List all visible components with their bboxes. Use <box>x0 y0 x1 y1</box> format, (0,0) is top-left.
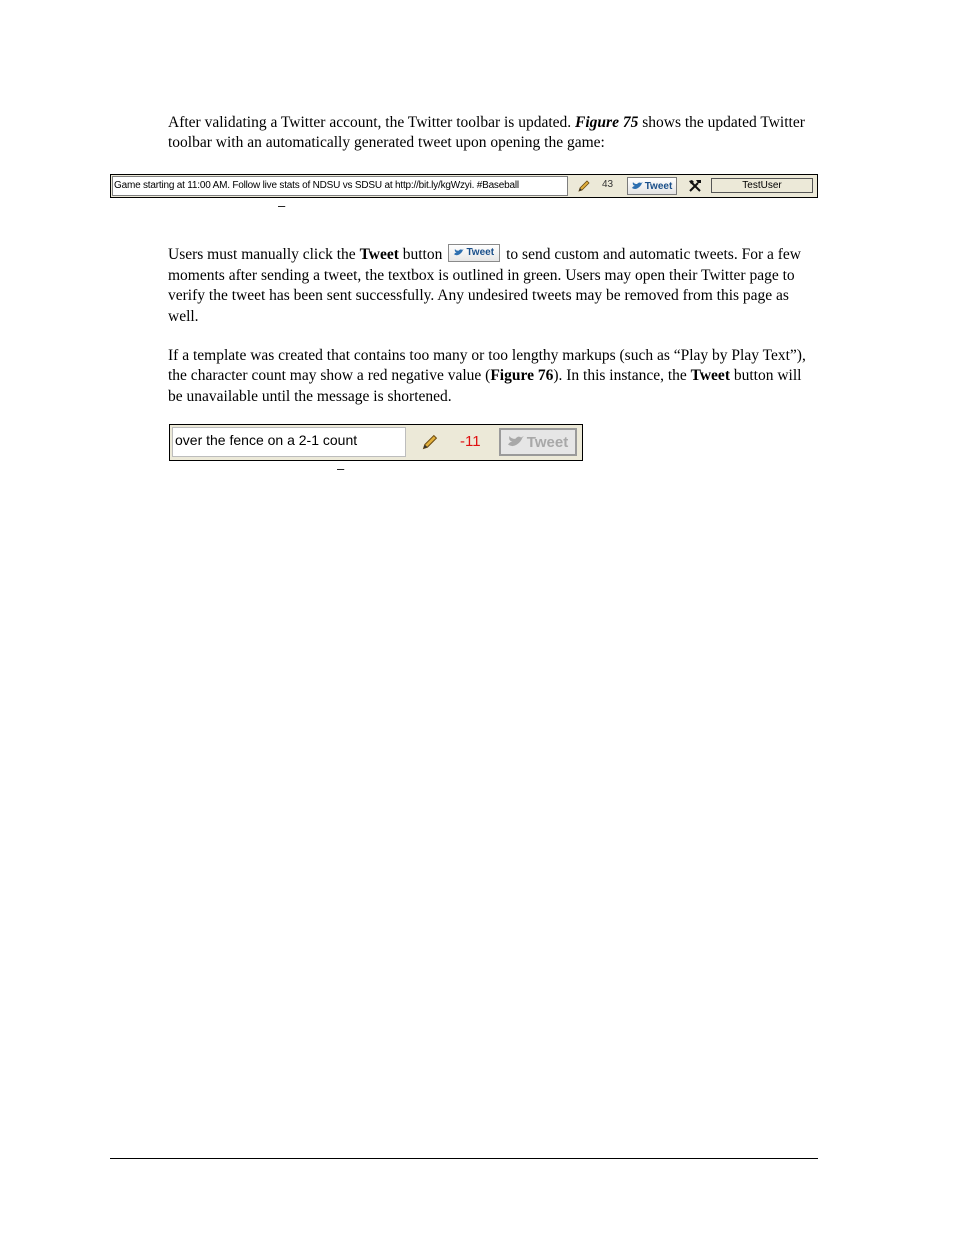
tweet-button[interactable] <box>627 177 677 195</box>
pencil-icon[interactable] <box>577 179 591 193</box>
inline-tweet-button-image <box>448 244 500 262</box>
figure-reference: Figure 76 <box>490 367 554 385</box>
bold-term: Tweet <box>359 246 399 263</box>
pencil-icon[interactable] <box>421 433 439 451</box>
tools-icon[interactable] <box>687 178 703 194</box>
paragraph-tweet-button <box>168 245 808 327</box>
figure-caption: – <box>278 198 286 213</box>
character-count: 43 <box>602 179 614 190</box>
paragraph-text: ). In this instance, the <box>553 367 691 385</box>
paragraph-text: button <box>398 246 447 263</box>
footer-divider <box>110 1158 818 1159</box>
tweet-button-label: Tweet <box>526 433 569 451</box>
tweet-text-input[interactable]: over the fence on a 2-1 count <box>172 427 406 457</box>
tweet-text-input[interactable]: Game starting at 11:00 AM. Follow live stats of NDSU vs SDSU at http://bit.ly/kgWzyi. #Baseball <box>112 176 568 196</box>
bold-term: Tweet <box>690 367 730 385</box>
figure-reference: Figure 75 <box>575 114 639 131</box>
paragraph-text: After validating a Twitter account, the Twitter toolbar is updated. <box>168 114 576 131</box>
paragraph-text: If a template was created that contains too many or too lengthy markups (such as “Play by Play Text”), the character count may show a red negative value ( <box>168 347 806 385</box>
paragraph-text: Users must manually click the <box>168 246 360 263</box>
paragraph-text: to send custom and automatic tweets. For a few moments after sending a tweet, the textbox is outlined in green. Users may open their Twitter page to verify the tweet has been sent successfully. Any undesired tweets may be removed from this page as well. <box>168 246 801 325</box>
figure-caption: – <box>337 461 345 476</box>
paragraph-text: shows the updated Twitter toolbar with an automatically generated tweet upon opening the game: <box>168 114 805 152</box>
user-account-button[interactable]: TestUser <box>711 178 813 193</box>
tweet-button-label: Tweet <box>644 180 673 192</box>
twitter-toolbar-negative-figure <box>169 424 583 461</box>
paragraph-text: button will be unavailable until the message is shortened. <box>168 367 802 405</box>
bird-icon <box>454 249 464 257</box>
bird-icon <box>632 182 643 191</box>
paragraph-negative-count <box>168 346 808 407</box>
bird-icon <box>508 436 524 449</box>
inline-tweet-label: Tweet <box>466 246 495 258</box>
tweet-button-disabled[interactable] <box>499 428 577 456</box>
paragraph-intro <box>168 113 808 154</box>
twitter-toolbar-figure <box>110 174 818 198</box>
character-count-negative: -11 <box>460 433 481 450</box>
